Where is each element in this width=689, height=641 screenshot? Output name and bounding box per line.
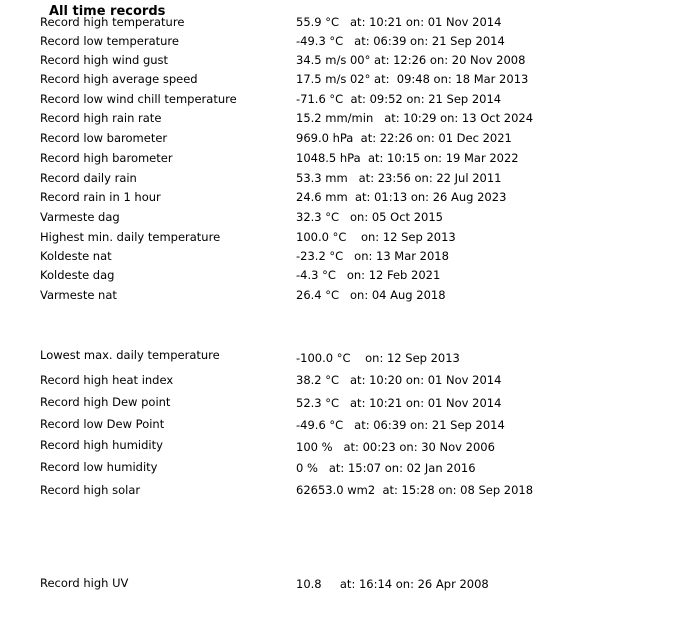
record-row [0,248,689,264]
record-value: 17.5 m/s 02° at: 09:48 on: 18 Mar 2013 [296,72,529,86]
record-row [0,575,689,591]
record-label: Record low temperature [40,34,179,48]
record-label: Highest min. daily temperature [40,230,221,244]
record-row [0,110,689,126]
record-value: 1048.5 hPa at: 10:15 on: 19 Mar 2022 [296,151,519,165]
record-row [0,437,689,453]
record-label: Record low humidity [40,460,158,474]
record-row [0,459,689,475]
record-row [0,287,689,303]
record-value: 24.6 mm at: 01:13 on: 26 Aug 2023 [296,190,507,204]
record-row [0,372,689,388]
record-label: Record high solar [40,483,141,497]
record-label: Record high rain rate [40,111,162,125]
record-label: Record high barometer [40,151,173,165]
record-label: Record high humidity [40,438,163,452]
record-row [0,267,689,283]
record-row [0,14,689,30]
record-value: 38.2 °C at: 10:20 on: 01 Nov 2014 [296,373,502,387]
record-label: Record rain in 1 hour [40,190,161,204]
record-row [0,347,689,363]
record-row [0,170,689,186]
record-label: Record low wind chill temperature [40,92,237,106]
record-value: 15.2 mm/min at: 10:29 on: 13 Oct 2024 [296,111,534,125]
record-value: -4.3 °C on: 12 Feb 2021 [296,268,441,282]
record-label: Record high Dew point [40,395,171,409]
record-label: Koldeste dag [40,268,115,282]
page-title: All time records [49,4,166,19]
record-value: 10.8 at: 16:14 on: 26 Apr 2008 [296,577,489,591]
record-label: Record low barometer [40,131,168,145]
record-row [0,33,689,49]
record-value: 100 % at: 00:23 on: 30 Nov 2006 [296,440,495,454]
record-row [0,416,689,432]
record-row [0,482,689,498]
record-value: 55.9 °C at: 10:21 on: 01 Nov 2014 [296,15,502,29]
record-value: -49.6 °C at: 06:39 on: 21 Sep 2014 [296,418,505,432]
record-row [0,150,689,166]
record-label: Record high UV [40,576,129,590]
record-value: 62653.0 wm2 at: 15:28 on: 08 Sep 2018 [296,483,534,497]
record-row [0,71,689,87]
record-label: Varmeste dag [40,210,120,224]
record-row [0,91,689,107]
record-value: -71.6 °C at: 09:52 on: 21 Sep 2014 [296,92,502,106]
record-label: Record high heat index [40,373,174,387]
record-value: 0 % at: 15:07 on: 02 Jan 2016 [296,461,476,475]
record-value: 34.5 m/s 00° at: 12:26 on: 20 Nov 2008 [296,53,526,67]
record-row [0,130,689,146]
record-row [0,394,689,410]
record-value: -100.0 °C on: 12 Sep 2013 [296,351,460,365]
record-label: Koldeste nat [40,249,112,263]
record-value: 52.3 °C at: 10:21 on: 01 Nov 2014 [296,396,502,410]
record-label: Record high temperature [40,15,185,29]
record-label: Lowest max. daily temperature [40,348,220,362]
record-label: Record low Dew Point [40,417,165,431]
record-label: Record high wind gust [40,53,169,67]
record-row [0,209,689,225]
record-value: 969.0 hPa at: 22:26 on: 01 Dec 2021 [296,131,512,145]
record-row [0,52,689,68]
record-row [0,189,689,205]
record-label: Varmeste nat [40,288,117,302]
record-value: 53.3 mm at: 23:56 on: 22 Jul 2011 [296,171,502,185]
record-value: 26.4 °C on: 04 Aug 2018 [296,288,446,302]
record-label: Record high average speed [40,72,198,86]
record-row [0,229,689,245]
record-value: -49.3 °C at: 06:39 on: 21 Sep 2014 [296,34,505,48]
record-value: 100.0 °C on: 12 Sep 2013 [296,230,456,244]
record-value: -23.2 °C on: 13 Mar 2018 [296,249,449,263]
record-value: 32.3 °C on: 05 Oct 2015 [296,210,443,224]
record-label: Record daily rain [40,171,137,185]
